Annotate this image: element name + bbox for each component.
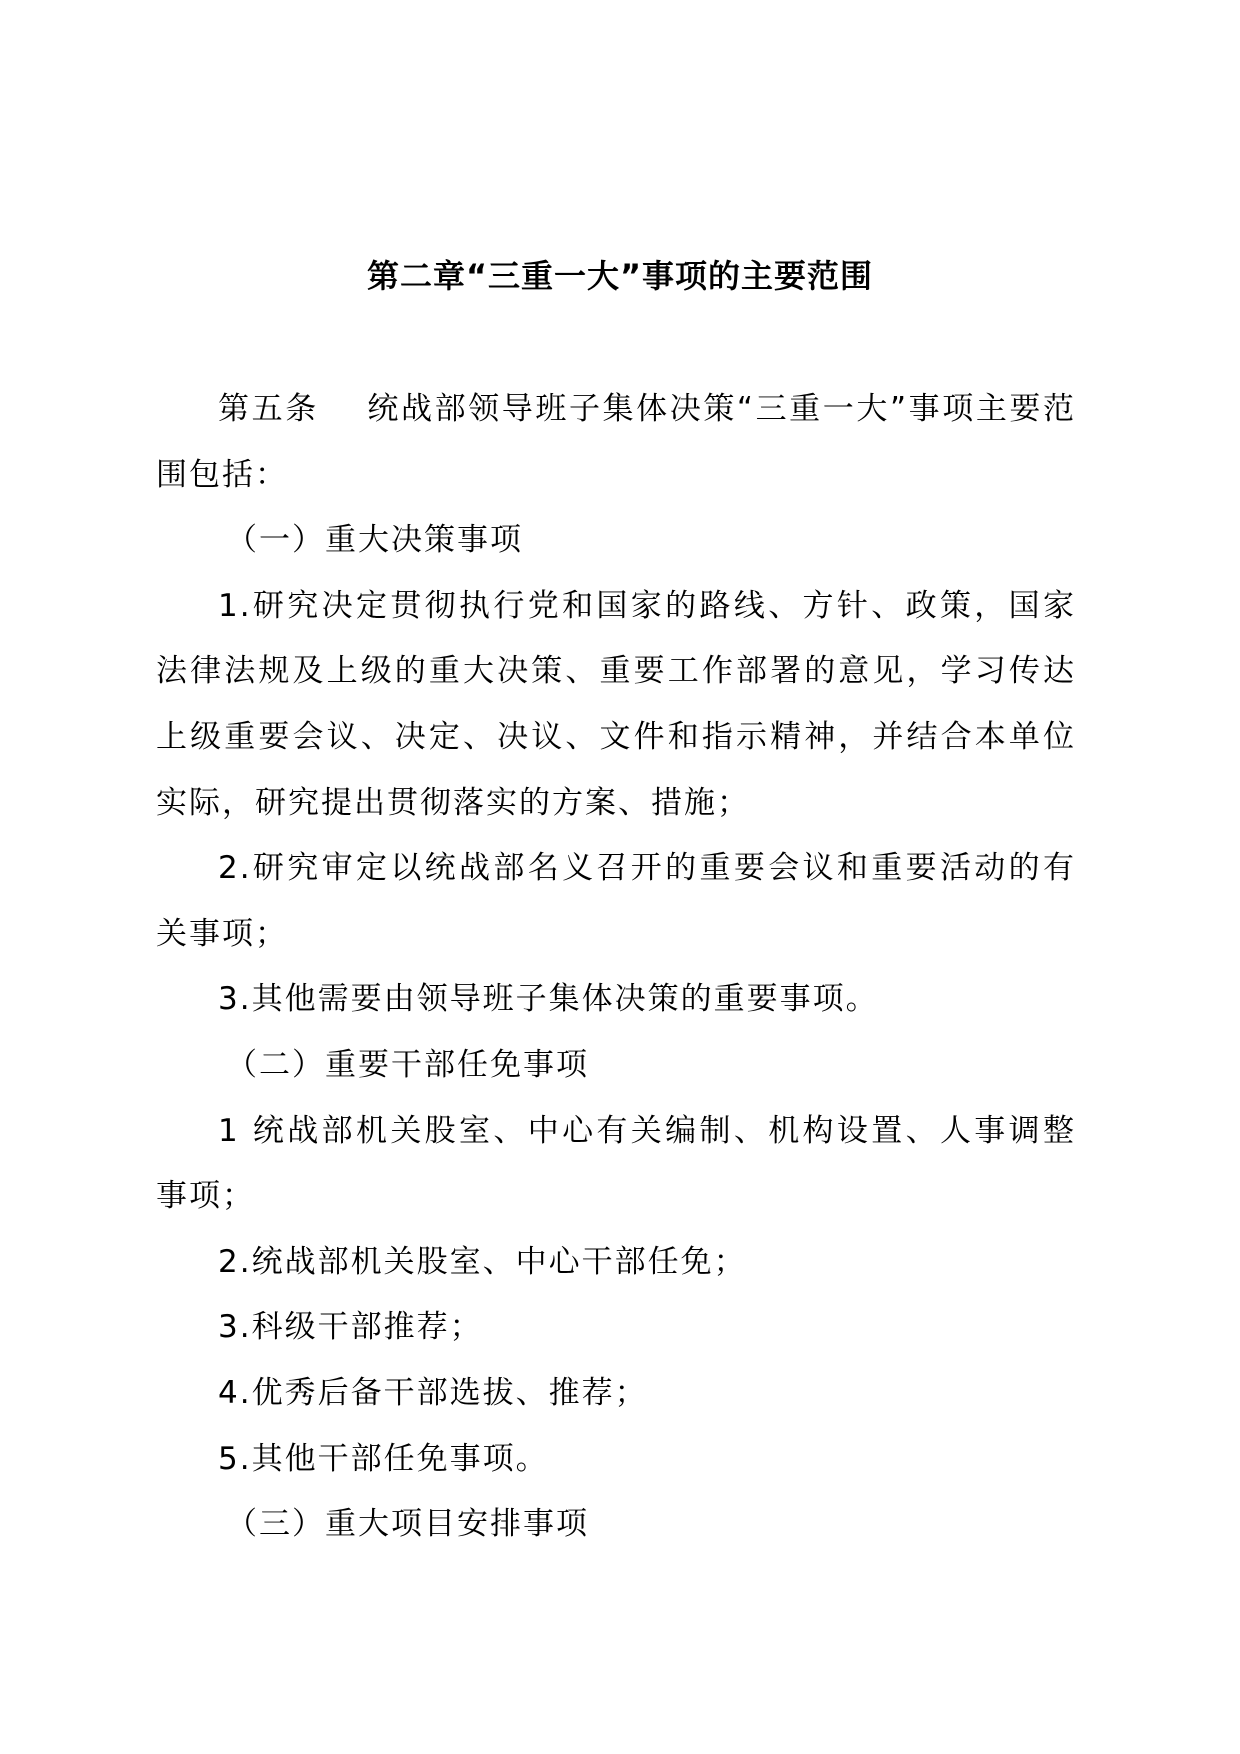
list-item: 3.科级干部推荐；	[218, 1309, 483, 1346]
list-item: 2.研究审定以统战部名义召开的重要会议和重要活动的有关事项；	[156, 850, 1076, 952]
section-heading: （二）重要干部任免事项	[226, 1046, 589, 1083]
chapter-title: 第二章“三重一大”事项的主要范围	[366, 257, 874, 295]
list-item: 1.研究决定贯彻执行党和国家的路线、方针、政策，国家法律法规及上级的重大决策、重要工作部署的意见，学习传达上级重要会议、决定、决议、文件和指示精神，并结合本单位实际，研究提出贯彻落实的方案、措施；	[156, 587, 1076, 821]
section-heading: （一）重大决策事项	[226, 522, 523, 559]
list-item: 4.优秀后备干部选拔、推荐；	[218, 1374, 648, 1411]
list-item: 1 统战部机关股室、中心有关编制、机构设置、人事调整事项；	[156, 1112, 1076, 1215]
list-item: 5.其他干部任免事项。	[218, 1440, 549, 1477]
list-item: 2.统战部机关股室、中心干部任免；	[218, 1243, 747, 1280]
list-item: 3.其他需要由领导班子集体决策的重要事项。	[218, 981, 879, 1018]
document-body	[156, 377, 1076, 1558]
section-heading: （三）重大项目安排事项	[226, 1506, 589, 1543]
article-paragraph	[156, 377, 1076, 508]
article-text: 统战部领导班子集体决策“三重一大”事项主要范围包括：	[156, 391, 1077, 493]
article-label: 第五条	[218, 391, 319, 427]
